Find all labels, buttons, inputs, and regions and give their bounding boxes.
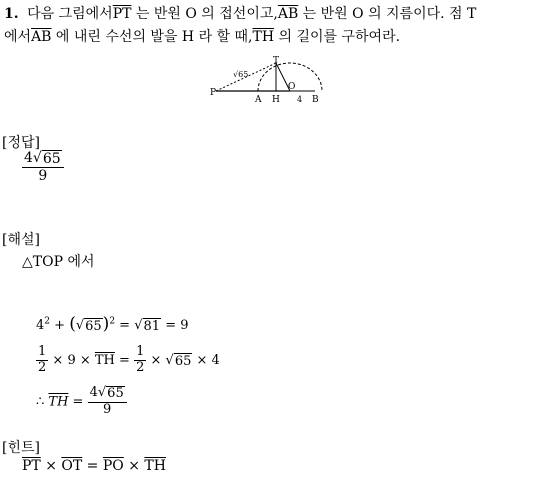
hint-header: [힌트] [2,440,40,456]
explanation-line-3: ∴ $\overline{TH}$ = 4√ 65 9 [36,386,127,418]
label-p: P [210,88,217,98]
hint-formula: $\overline{PT} \times \overline{OT} = \overline{PO} \times \overline{TH}$ [22,458,166,474]
problem-text-1: 다음 그림에서 [27,6,113,22]
label-b: B [312,95,319,105]
label-sqrt65: √65 [233,70,249,79]
problem-number: 1. [4,6,19,22]
answer-den: 9 [38,168,48,185]
answer-num-rad: 65 [42,151,61,167]
segment-ab: $\overline{AB}$ [277,6,299,22]
segment-ab-2: $\overline{AB}$ [31,29,52,45]
problem-text-6: 의 길이를 구하여라. [274,29,401,45]
label-four: 4 [297,95,303,104]
answer-header: [정답] [2,135,40,151]
answer-num-coef: 4 [24,150,33,166]
explanation-line-2: $\frac{1}{2}$ × $9 \times \overline{TH}$ = $\frac{1}{2}$ × √ 65 × 4 [38,344,220,375]
segment-th: $\overline{TH}$ [252,29,275,45]
problem-line-2 [4,26,400,46]
explanation-triangle: △TOP 에서 [22,254,95,270]
label-o: O [288,82,296,92]
problem-text-4: 에서 [4,29,32,45]
problem-text-5: 에 내린 수선의 발을 H 라 할 때, [51,29,253,45]
label-t: T [273,56,280,66]
problem-text-2: 는 반원 O 의 접선이고, [131,6,278,22]
segment-pt: $\overline{PT}$ [112,6,132,22]
explanation-header: [해설] [2,232,40,248]
problem-line-1 [4,3,476,23]
answer-fraction: 4√ 65 9 [22,150,64,184]
label-a: A [255,95,262,105]
label-h: H [272,95,280,105]
explanation-line-1: $4^2$ + (√ 65 )$^2$ = √ 81 = 9 [36,314,189,334]
geometry-figure [208,56,328,106]
problem-text-3: 는 반원 O 의 지름이다. 점 T [298,6,477,22]
